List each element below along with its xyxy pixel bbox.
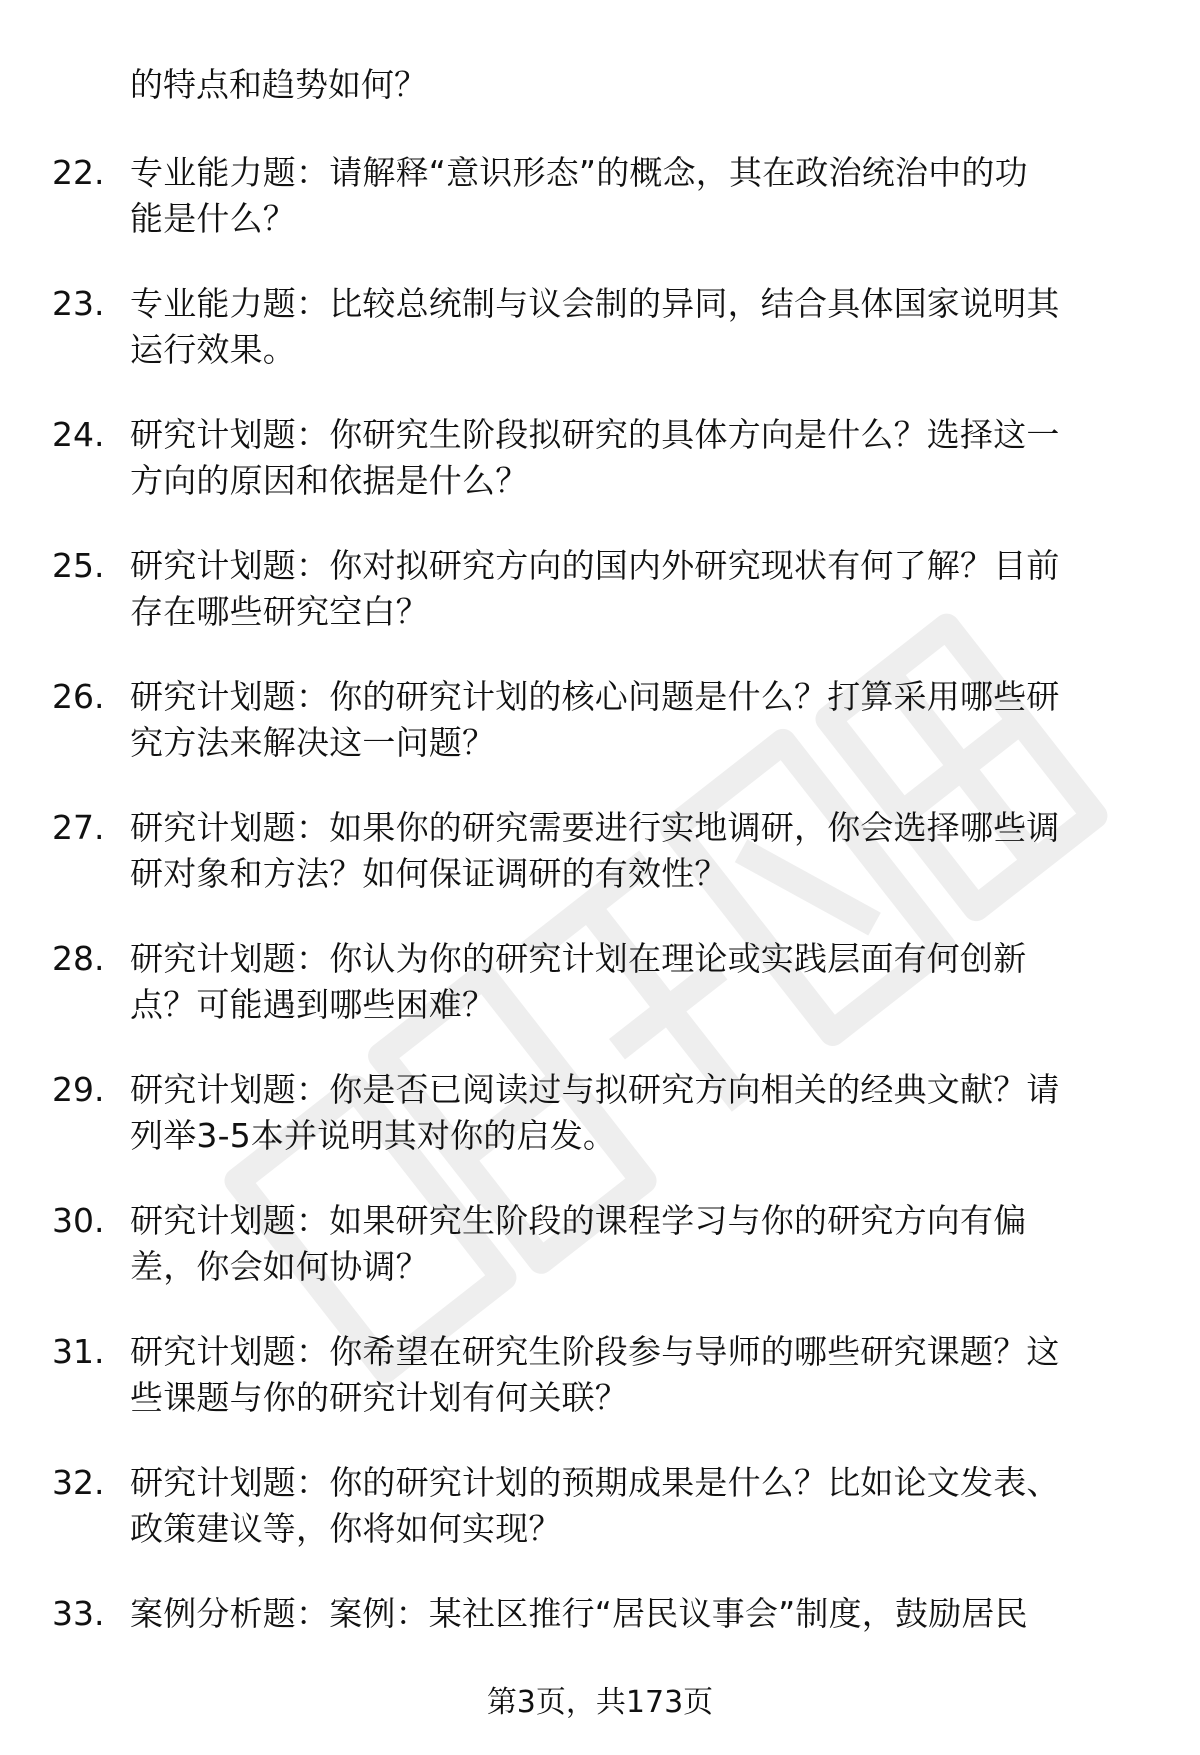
question-text: [130, 281, 1140, 373]
question-line: 研究计划题：你希望在研究生阶段参与导师的哪些研究课题？这: [130, 1332, 1060, 1371]
question-number: 30.: [52, 1201, 105, 1240]
question-number: 29.: [52, 1070, 105, 1109]
question-number: 26.: [52, 677, 105, 716]
question-item: [0, 150, 1200, 281]
question-item: [0, 1329, 1200, 1460]
question-text: [130, 1329, 1140, 1421]
question-line: 能是什么？: [130, 199, 296, 238]
question-list: [0, 150, 1200, 1722]
question-text: [130, 936, 1140, 1028]
question-text: [130, 412, 1140, 504]
page-footer: 第3页，共173页: [486, 1685, 714, 1720]
question-line: 研究计划题：你认为你的研究计划在理论或实践层面有何创新: [130, 939, 1027, 978]
continued-question-text: 的特点和趋势如何？: [130, 65, 427, 104]
question-number: 24.: [52, 415, 105, 454]
question-item: [0, 1067, 1200, 1198]
question-number: 27.: [52, 808, 105, 847]
question-line: 研究计划题：如果你的研究需要进行实地调研，你会选择哪些调: [130, 808, 1060, 847]
question-number: 23.: [52, 284, 105, 323]
question-text: [130, 543, 1140, 635]
question-line: 研对象和方法？如何保证调研的有效性？: [130, 854, 728, 893]
question-line: 研究计划题：如果研究生阶段的课程学习与你的研究方向有偏: [130, 1201, 1027, 1240]
question-line: 研究计划题：你对拟研究方向的国内外研究现状有何了解？目前: [130, 546, 1060, 585]
question-item: [0, 543, 1200, 674]
question-line: 专业能力题：请解释“意识形态”的概念，其在政治统治中的功: [130, 153, 1028, 192]
question-line: 研究计划题：你的研究计划的预期成果是什么？比如论文发表、: [130, 1463, 1060, 1502]
question-number: 32.: [52, 1463, 105, 1502]
question-line: 列举3-5本并说明其对你的启发。: [130, 1116, 617, 1155]
question-item: [0, 674, 1200, 805]
question-line: 研究计划题：你研究生阶段拟研究的具体方向是什么？选择这一: [130, 415, 1060, 454]
question-line: 案例分析题：案例：某社区推行“居民议事会”制度，鼓励居民: [130, 1594, 1028, 1633]
question-item: [0, 412, 1200, 543]
question-line: 方向的原因和依据是什么？: [130, 461, 529, 500]
question-number: 33.: [52, 1594, 105, 1633]
question-item: [0, 1460, 1200, 1591]
question-line: 究方法来解决这一问题？: [130, 723, 496, 762]
question-line: 政策建议等，你将如何实现？: [130, 1509, 562, 1548]
question-number: 25.: [52, 546, 105, 585]
question-item: [0, 1198, 1200, 1329]
question-line: 运行效果。: [130, 330, 296, 369]
question-line: 存在哪些研究空白？: [130, 592, 429, 631]
question-item: [0, 936, 1200, 1067]
question-number: 31.: [52, 1332, 105, 1371]
question-text: [130, 1460, 1140, 1552]
question-text: [130, 1198, 1140, 1290]
question-text: [130, 1067, 1140, 1159]
question-text: [130, 674, 1140, 766]
question-item: [0, 805, 1200, 936]
question-text: [130, 805, 1140, 897]
question-line: 研究计划题：你是否已阅读过与拟研究方向相关的经典文献？请: [130, 1070, 1060, 1109]
question-number: 22.: [52, 153, 105, 192]
question-line: 点？可能遇到哪些困难？: [130, 985, 496, 1024]
question-line: 研究计划题：你的研究计划的核心问题是什么？打算采用哪些研: [130, 677, 1060, 716]
question-line: 差，你会如何协调？: [130, 1247, 429, 1286]
question-number: 28.: [52, 939, 105, 978]
question-line: 些课题与你的研究计划有何关联？: [130, 1378, 628, 1417]
question-item: [0, 281, 1200, 412]
question-text: [130, 150, 1140, 242]
question-line: 专业能力题：比较总统制与议会制的异同，结合具体国家说明其: [130, 284, 1060, 323]
question-text: [130, 1591, 1140, 1637]
